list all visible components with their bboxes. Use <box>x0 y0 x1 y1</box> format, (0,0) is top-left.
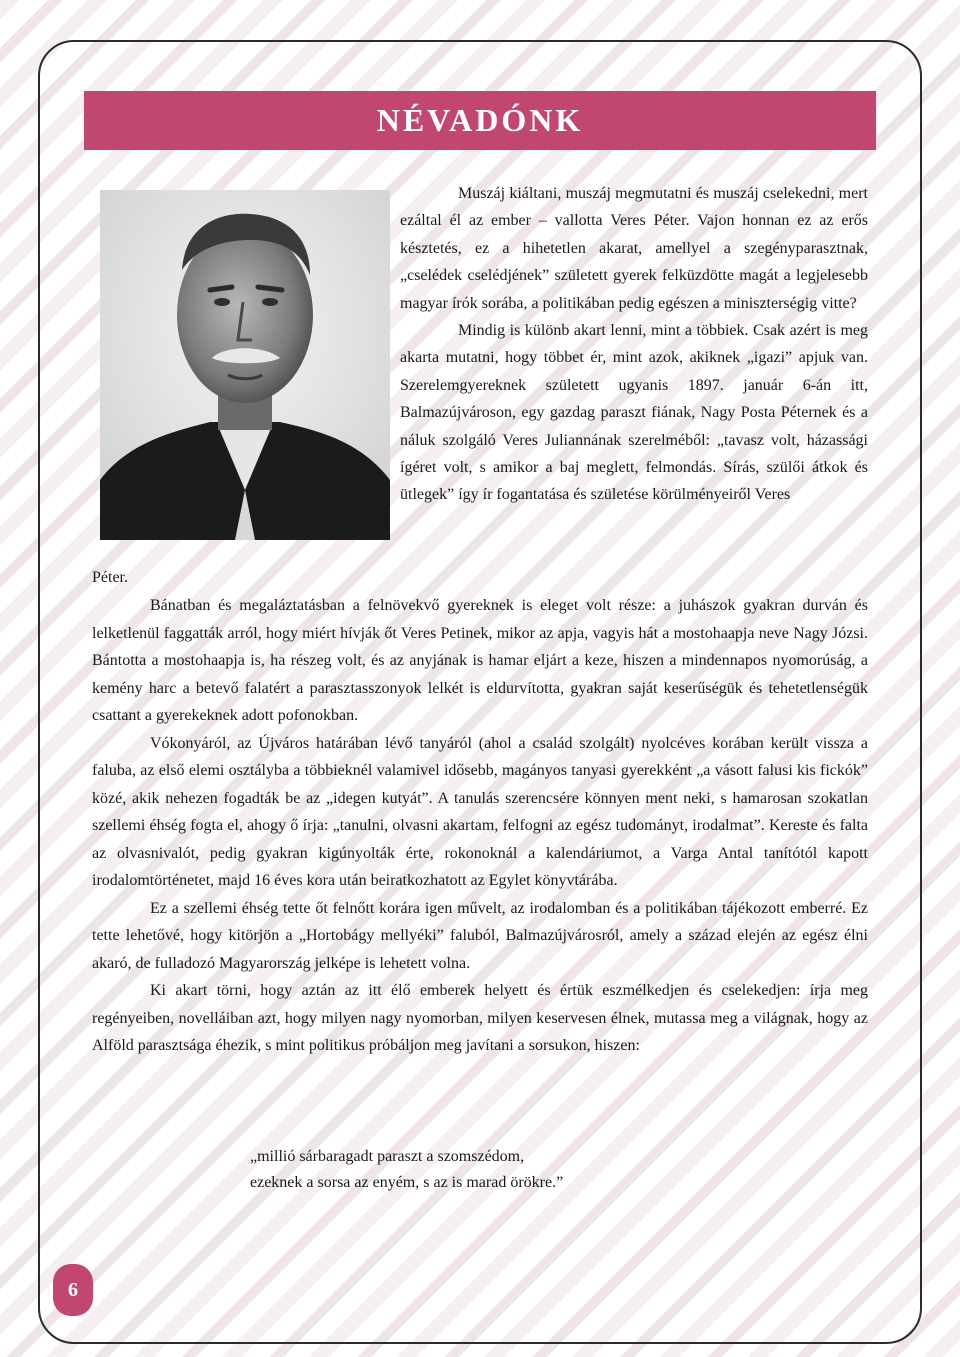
page-number: 6 <box>68 1278 78 1301</box>
quote-line-2: ezeknek a sorsa az enyém, s az is marad örökre.” <box>250 1174 564 1191</box>
portrait-photo <box>100 190 390 540</box>
title-banner <box>84 91 876 150</box>
intro-paragraph-1: Muszáj kiáltani, muszáj megmutatni és muszáj cselekedni, mert ezáltal él az ember – vallotta Veres Péter. Vajon honnan ez az erős késztetés, ez a hihetetlen akarat, amellyel a szegényparasztnak, „cselédek cselédjének” született gyerek felküzdötte magát a legjelesebb magyar írók sorába, a politikában pedig egészen a miniszterségig vitte? <box>400 185 868 312</box>
page-title: NÉVADÓNK <box>376 102 584 138</box>
intro-paragraph-2-end: Péter. <box>92 569 128 586</box>
intro-text <box>400 180 868 509</box>
page-number-badge <box>53 1264 93 1316</box>
body-paragraph-3: Bánatban és megaláztatásban a felnövekvő gyereknek is eleget volt része: a juhászok gyakran durván és lelketlenül faggatták arról, hogy miért hívják őt Veres Petinek, mikor az apja, vagyis hát a mostohaapja neve Nagy Józsi. Bántotta a mostohaapja is, ha részeg volt, és az anyjának is hamar eljárt a keze, hiszen a mindennapos nyomorúság, a kemény harc a betevő falatért a parasztasszonyok lelkét is eldurvította, gyakran saját keserűségük és tehetetlenségük csattant a gyerekeknek adott pofonokban. <box>92 597 868 724</box>
intro-paragraph-2: Mindig is különb akart lenni, mint a többiek. Csak azért is meg akarta mutatni, hogy többet ér, mint azok, akiknek „igazi” apjuk van. Szerelemgyereknek született ugyanis 1897. január 6-án itt, Balmazújvároson, egy gazdag paraszt fiának, Nagy Posta Péternek és a náluk szolgáló Veres Juliannának szerelméből: „tavasz volt, házassági ígéret volt, s amikor a baj meglett, felmondás. Sírás, szülői átkok és ütlegek” így ír fogantatása és születése körülményeiről Veres <box>400 322 868 504</box>
portrait-photo-icon <box>100 190 390 540</box>
body-text <box>92 592 868 1060</box>
poem-quote <box>250 1144 563 1196</box>
body-paragraph-6: Ki akart törni, hogy aztán az itt élő emberek helyett és értük eszmélkedjen és cselekedjen: írja meg regényeiben, novelláiban azt, hogy milyen nagy nyomorban, milyen keservesen élnek, mutassa meg a világnak, hogy az Alföld parasztsága éhezik, s mint politikus próbáljon meg javítani a sorsukon, hiszen: <box>92 982 868 1054</box>
quote-line-1: „millió sárbaragadt paraszt a szomszédom, <box>250 1148 525 1165</box>
body-paragraph-4: Vókonyáról, az Újváros határában lévő tanyáról (ahol a család szolgált) nyolcéves korában került vissza a faluba, az első elemi osztályba a többieknél valamivel idősebb, magányos tanyasi gyerekként „a vásott falusi kis fickók” közé, akik nehezen fogadták be az „idegen kutyát”. A tanulás szerencsére könnyen ment neki, s hamarosan szokatlan szellemi éhség fogta el, ahogy ő írja: „tanulni, olvasni akartam, felfogni az egész tudományt, irodalmat”. Kereste és falta az olvasnivalót, pedig gyakran kigúnyolták érte, rokonoknál a kalendáriumot, a Varga Antal tanítótól kapott irodalomtörténetet, majd 16 éves kora után beiratkozhatott az Egylet könyvtárába. <box>92 734 868 889</box>
body-paragraph-5: Ez a szellemi éhség tette őt felnőtt korára igen művelt, az irodalomban és a politikában tájékozott emberré. Ez tette lehetővé, hogy kitörjön a „Hortobágy mellyéki” faluból, Balmazújvárosról, amely a század elején az egész élni akaró, de fulladozó Magyarország jelképe is lehetett volna. <box>92 899 868 972</box>
